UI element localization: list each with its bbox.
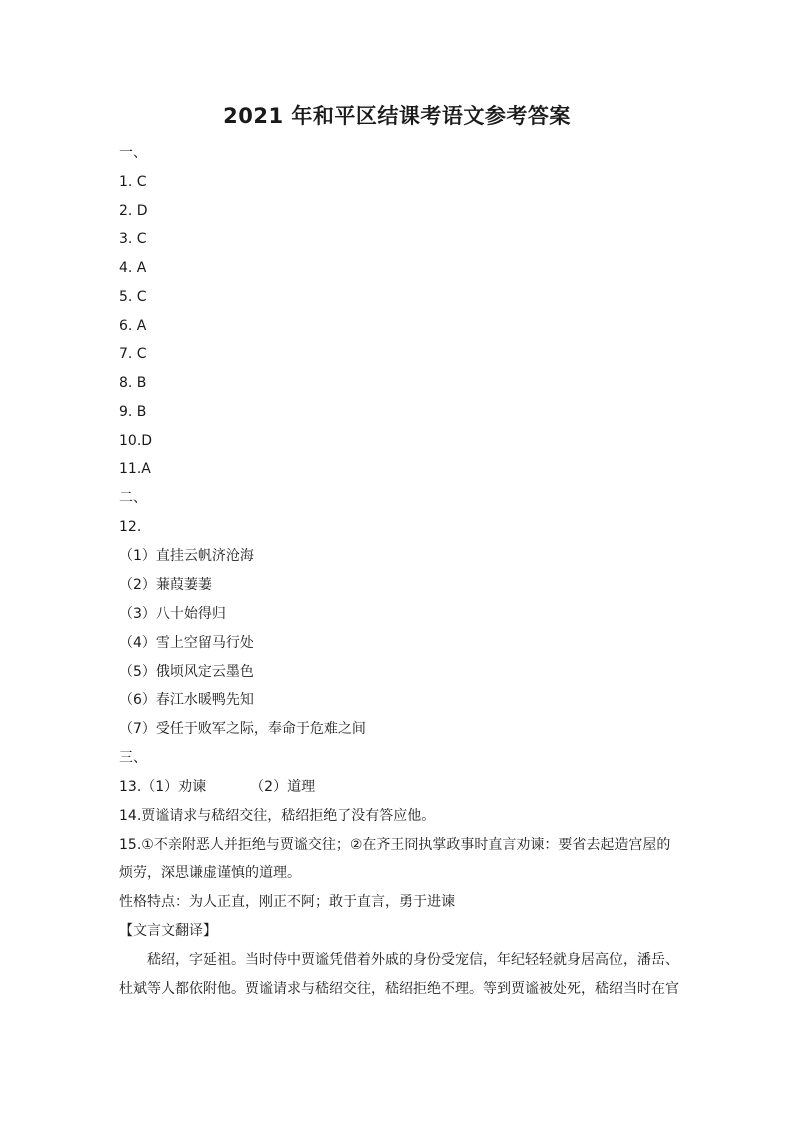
answer-8: 8. B bbox=[119, 375, 147, 391]
q13-part-2: （2）道理 bbox=[250, 779, 316, 795]
q12-item-6: （6）春江水暖鸭先知 bbox=[119, 692, 254, 708]
answer-2: 2. D bbox=[119, 203, 148, 219]
answer-4: 4. A bbox=[119, 260, 147, 276]
answer-3: 3. C bbox=[119, 231, 147, 247]
translation-line-1: 嵇绍，字延祖。当时侍中贾谧凭借着外戚的身份受宠信，年纪轻轻就身居高位，潘岳、 bbox=[147, 952, 679, 968]
question-15-line-1: 15.①不亲附恶人并拒绝与贾谧交往；②在齐王冏执掌政事时直言劝谏：要省去起造宫屋的 bbox=[119, 837, 671, 853]
q12-item-7: （7）受任于败军之际，奉命于危难之间 bbox=[119, 721, 366, 737]
question-13 bbox=[119, 777, 315, 797]
q12-item-2: （2）蒹葭萋萋 bbox=[119, 577, 212, 593]
page-title: 2021 年和平区结课考语文参考答案 bbox=[223, 104, 571, 128]
q12-item-1: （1）直挂云帆济沧海 bbox=[119, 548, 254, 564]
q12-item-4: （4）雪上空留马行处 bbox=[119, 635, 254, 651]
q12-item-3: （3）八十始得归 bbox=[119, 606, 226, 622]
answer-7: 7. C bbox=[119, 346, 147, 362]
answer-9: 9. B bbox=[119, 404, 147, 420]
answer-11: 11.A bbox=[119, 461, 151, 477]
answer-10: 10.D bbox=[119, 433, 153, 449]
answer-6: 6. A bbox=[119, 318, 147, 334]
q13-part-1: 13.（1）劝谏 bbox=[119, 779, 207, 795]
q12-item-5: （5）俄顷风定云墨色 bbox=[119, 664, 254, 680]
section-2-label: 二、 bbox=[119, 490, 147, 506]
question-14: 14.贾谧请求与嵇绍交往，嵇绍拒绝了没有答应他。 bbox=[119, 808, 436, 824]
section-1-label: 一、 bbox=[119, 145, 147, 161]
section-3-label: 三、 bbox=[119, 750, 147, 766]
answer-1: 1. C bbox=[119, 174, 147, 190]
question-12-label: 12. bbox=[119, 519, 142, 535]
question-15-line-2: 烦劳，深思谦虚谨慎的道理。 bbox=[119, 865, 301, 881]
translation-heading: 【文言文翻译】 bbox=[119, 923, 217, 939]
character-traits: 性格特点：为人正直，刚正不阿；敢于直言，勇于进谏 bbox=[119, 894, 455, 910]
answer-5: 5. C bbox=[119, 289, 147, 305]
translation-line-2: 杜斌等人都依附他。贾谧请求与嵇绍交往，嵇绍拒绝不理。等到贾谧被处死，嵇绍当时在官 bbox=[119, 981, 679, 997]
